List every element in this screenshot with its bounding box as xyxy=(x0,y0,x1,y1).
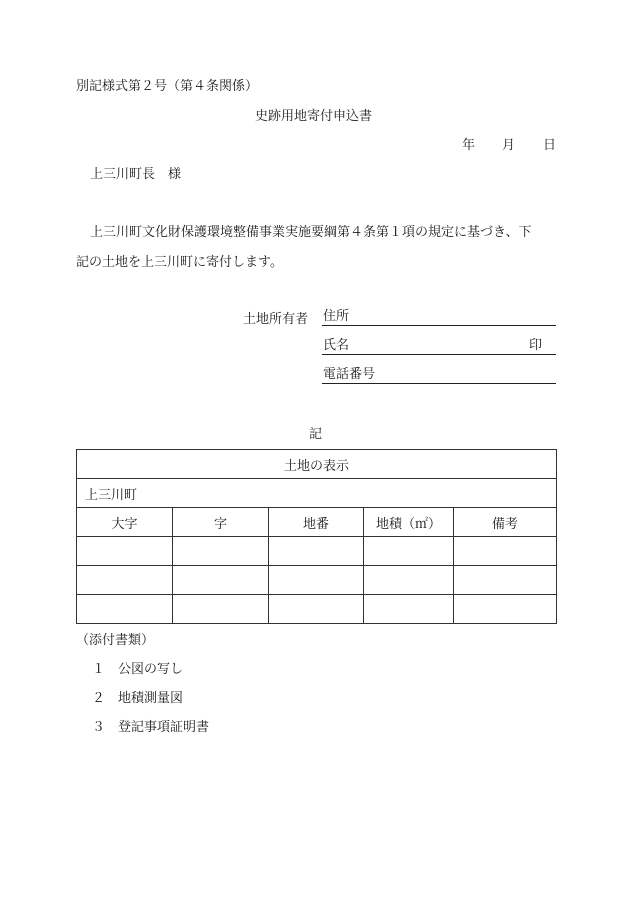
header-remarks: 備考 xyxy=(454,508,557,537)
header-chiban: 地番 xyxy=(269,508,364,537)
table-cell[interactable] xyxy=(173,595,269,624)
date-year: 年 xyxy=(462,138,476,153)
table-cell[interactable] xyxy=(269,566,364,595)
table-cell[interactable] xyxy=(364,566,454,595)
body-line-1: 上三川町文化財保護環境整備事業実施要綱第４条第１項の規定に基づき、下 xyxy=(90,225,532,240)
table-row xyxy=(77,595,557,624)
table-cell[interactable] xyxy=(77,566,173,595)
address-label: 住所 xyxy=(323,309,350,324)
attachment-num-3: ３ xyxy=(92,720,106,735)
table-cell[interactable] xyxy=(77,595,173,624)
table-cell[interactable] xyxy=(364,537,454,566)
recipient: 上三川町長 様 xyxy=(90,167,182,182)
table-cell[interactable] xyxy=(364,595,454,624)
ki-heading: 記 xyxy=(309,427,323,442)
body-line-2: 記の土地を上三川町に寄付します。 xyxy=(76,255,283,270)
table-cell[interactable] xyxy=(77,537,173,566)
name-field[interactable] xyxy=(322,338,556,355)
table-cell[interactable] xyxy=(269,595,364,624)
phone-field[interactable] xyxy=(322,367,556,384)
table-cell[interactable] xyxy=(173,537,269,566)
table-cell[interactable] xyxy=(454,566,557,595)
table-cell[interactable] xyxy=(454,537,557,566)
header-oaza: 大字 xyxy=(77,508,173,537)
attachment-item-3: 登記事項証明書 xyxy=(118,720,210,735)
date-day: 日 xyxy=(543,138,557,153)
table-header-row xyxy=(77,508,557,537)
table-cell[interactable] xyxy=(269,537,364,566)
document-title: 史跡用地寄付申込書 xyxy=(255,109,373,124)
header-aza: 字 xyxy=(173,508,269,537)
header-area: 地積（㎡） xyxy=(364,508,454,537)
date-month: 月 xyxy=(502,138,516,153)
table-cell[interactable] xyxy=(454,595,557,624)
table-row xyxy=(77,537,557,566)
seal-mark: 印 xyxy=(529,338,543,353)
land-table xyxy=(76,449,557,624)
table-town-row xyxy=(77,479,557,508)
table-cell[interactable] xyxy=(173,566,269,595)
attachments-heading: （添付書類） xyxy=(76,633,155,648)
name-label: 氏名 xyxy=(323,338,350,353)
attachment-num-2: ２ xyxy=(92,691,106,706)
attachment-item-1: 公図の写し xyxy=(118,662,184,677)
table-title: 土地の表示 xyxy=(77,450,557,479)
form-id: 別記様式第２号（第４条関係） xyxy=(76,79,259,94)
owner-label: 土地所有者 xyxy=(243,312,309,327)
table-row xyxy=(77,566,557,595)
phone-label: 電話番号 xyxy=(323,367,376,382)
attachment-item-2: 地積測量図 xyxy=(118,691,184,706)
address-field[interactable] xyxy=(322,309,556,326)
table-town: 上三川町 xyxy=(77,479,557,508)
attachment-num-1: １ xyxy=(92,662,106,677)
table-title-row xyxy=(77,450,557,479)
